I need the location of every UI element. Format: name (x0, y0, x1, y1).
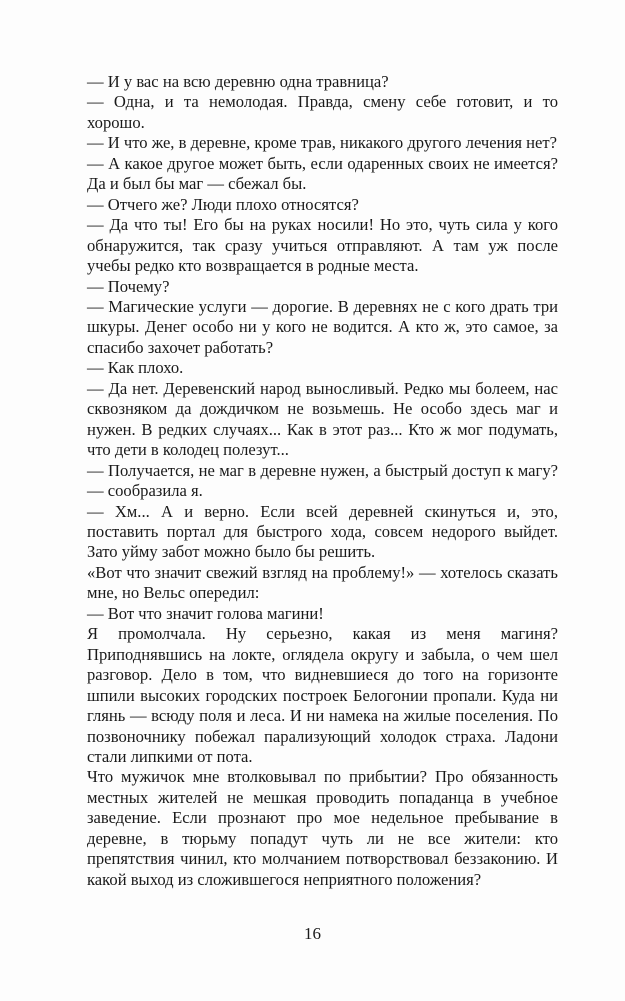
paragraph: — Магические услуги — дорогие. В деревнях не с кого драть три шкуры. Денег особо ни у кого не водится. А кто ж, это самое, за спасибо захочет работать? (87, 296, 558, 357)
paragraph: — Да нет. Деревенский народ выносливый. Редко мы болеем, нас сквозняком да дождичком не возьмешь. Не особо здесь маг и нужен. В редких случаях... Как в этот раз... Кто ж мог подумать, что дети в колодец полезут... (87, 378, 558, 460)
paragraph: «Вот что значит свежий взгляд на проблему!» — хотелось сказать мне, но Вельс опередил: (87, 562, 558, 603)
page-text (87, 72, 558, 890)
paragraph: — Как плохо. (87, 358, 184, 378)
paragraph: — Почему? (87, 276, 170, 296)
paragraph: — И что же, в деревне, кроме трав, никакого другого лечения нет? (87, 133, 558, 153)
paragraph: — И у вас на всю деревню одна травница? (87, 72, 389, 91)
paragraph: — А какое другое может быть, если одаренных своих не имеется? Да и был бы маг — сбежал бы. (87, 153, 558, 194)
paragraph: — Получается, не маг в деревне нужен, а быстрый доступ к магу? — сообразила я. (87, 460, 558, 501)
paragraph: — Одна, и та немолодая. Правда, смену себе готовит, и то хорошо. (87, 92, 558, 132)
paragraph: — Хм... А и верно. Если всей деревней скинуться и, это, поставить портал для быстрого хода, совсем недорого выйдет. Зато уйму забот можно было бы решить. (87, 501, 558, 562)
paragraph: — Вот что значит голова магини! (87, 603, 324, 623)
page-number: 16 (304, 924, 321, 943)
paragraph: Что мужичок мне втолковывал по прибытии? Про обязанность местных жителей не мешкая проводить попаданца в учебное заведение. Если прознают про мое недельное пребывание в деревне, в тюрьму попадут чуть ли не все жители: кто препятствия чинил, кто молчанием потворствовал беззаконию. И какой выход из сложившегося неприятного положения? (87, 767, 558, 889)
paragraph: — Да что ты! Его бы на руках носили! Но это, чуть сила у кого обнаружится, так сразу учиться отправляют. А там уж после учебы редко кто возвращается в родные места. (87, 215, 558, 276)
paragraph: — Отчего же? Люди плохо относятся? (87, 194, 359, 214)
paragraph: Я промолчала. Ну серьезно, какая из меня магиня? Приподнявшись на локте, оглядела округу и забыла, о чем шел разговор. Дело в том, что видневшиеся до того на горизонте шпили высоких городских построек Белогонии пропали. Куда ни глянь — всюду поля и леса. И ни намека на жилые поселения. По позвоночнику побежал парализующий холодок страха. Ладони стали липкими от пота. (87, 624, 558, 766)
